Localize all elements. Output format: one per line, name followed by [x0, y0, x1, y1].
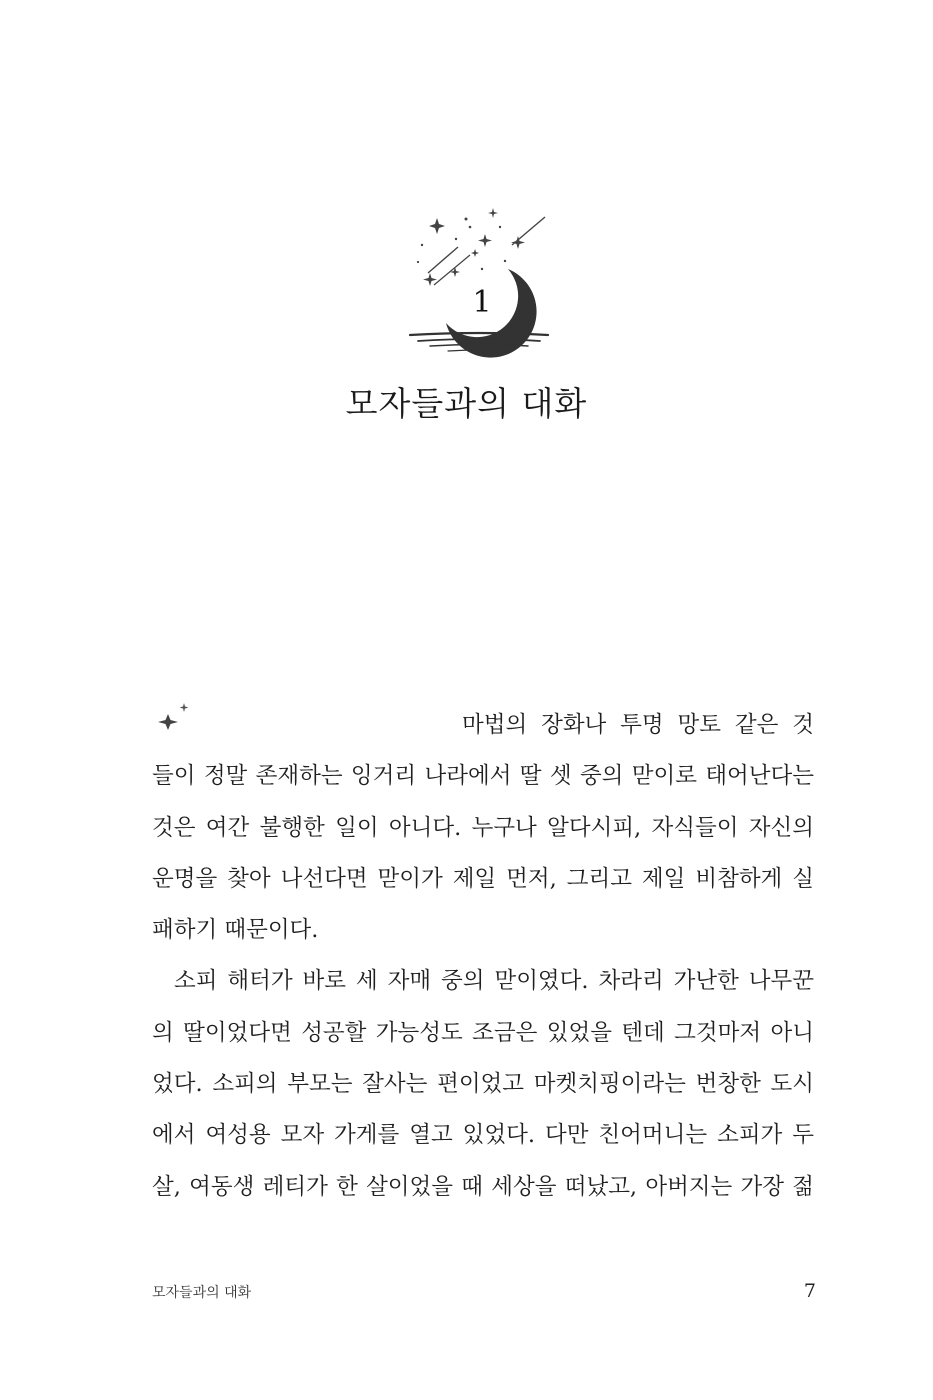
body-text — [152, 700, 814, 1213]
paragraph-2 — [152, 956, 814, 1212]
text-line: 것은 여간 불행한 일이 아니다. 누구나 알다시피, 자식들이 자신의 — [152, 814, 814, 841]
text-line: 의 딸이었다면 성공할 가능성도 조금은 있었을 텐데 그것마저 아니 — [152, 1019, 814, 1046]
paragraph-1 — [152, 700, 814, 956]
text-line: 살, 여동생 레티가 한 살이었을 때 세상을 떠났고, 아버지는 가장 젊 — [152, 1173, 814, 1200]
text-line: 었다. 소피의 부모는 잘사는 편이었고 마켓치핑이라는 번창한 도시 — [152, 1071, 814, 1098]
chapter-title: 모자들과의 대화 — [345, 384, 588, 423]
text-line: 운명을 찾아 나선다면 맏이가 제일 먼저, 그리고 제일 비참하게 실 — [152, 865, 814, 892]
running-title: 모자들과의 대화 — [152, 1285, 252, 1301]
text-line: 에서 여성용 모자 가게를 열고 있었다. 다만 친어머니는 소피가 두 — [152, 1122, 814, 1149]
chapter-emblem — [400, 205, 560, 360]
text-line: 마법의 장화나 투명 망토 같은 것 — [462, 712, 814, 738]
text-line: 들이 정말 존재하는 잉거리 나라에서 딸 셋 중의 맏이로 태어난다는 — [152, 763, 814, 790]
page-number: 7 — [803, 1280, 816, 1302]
star-icon — [417, 208, 545, 286]
chapter-number: 1 — [472, 285, 492, 320]
text-line: 소피 해터가 바로 세 자매 중의 맏이였다. 차라리 가난한 나무꾼 — [174, 968, 814, 995]
text-line: 패하기 때문이다. — [152, 917, 319, 944]
